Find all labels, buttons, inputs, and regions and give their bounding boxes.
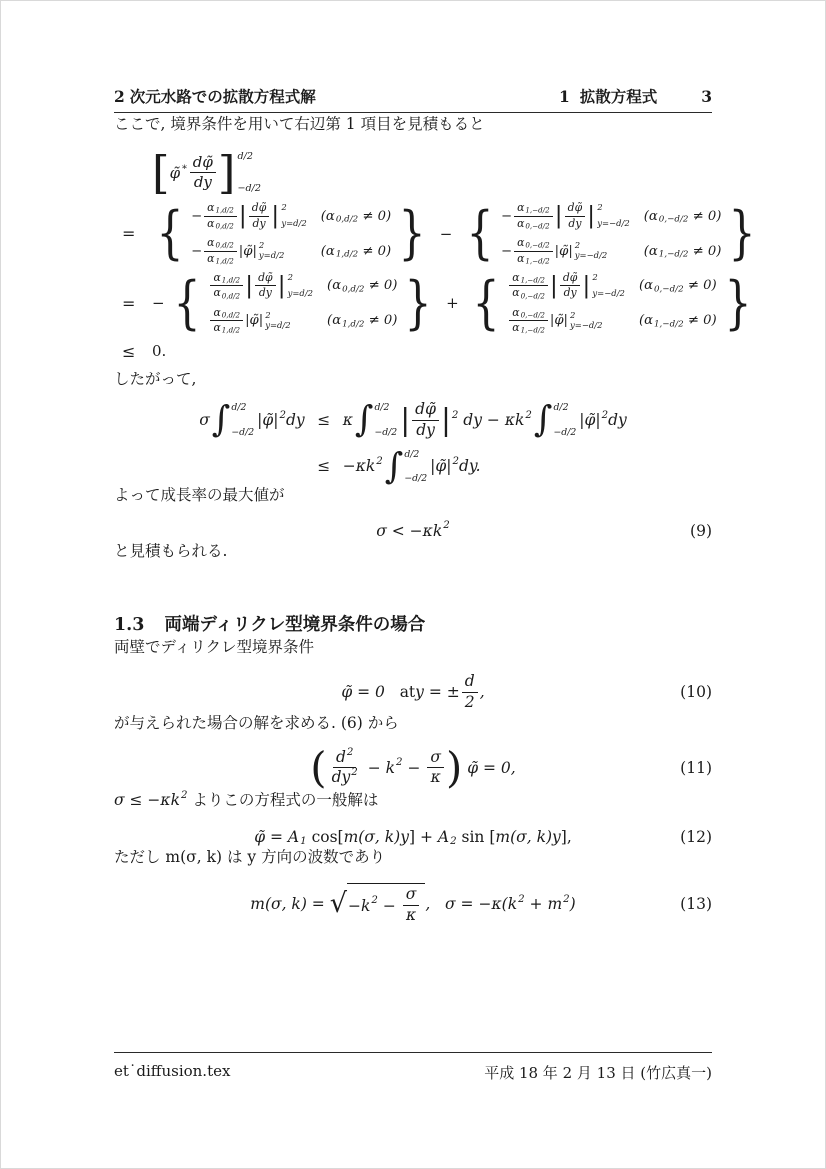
header-section-area xyxy=(559,85,712,107)
footer-filename: et˙diffusion.tex xyxy=(114,1062,231,1080)
integral-rhs-2: − κk 2 ∫ d/2 −d/2 |φ̃| 2 dy. xyxy=(342,445,481,487)
equation-13-number: (13) xyxy=(680,895,712,914)
derivation-line-1 xyxy=(122,146,712,200)
equation-12-body: φ̃ = A 1 cos[ m(σ, k)y ] + A 2 sin [ m(σ, k)y ], xyxy=(254,828,572,847)
paragraph-solve: が与えられた場合の解を求める. (6) から xyxy=(114,713,399,732)
relation-equals-2: = xyxy=(122,293,136,313)
equation-13 xyxy=(114,883,712,925)
equation-integral-inequality xyxy=(114,399,712,487)
integral-lhs: σ ∫ d/2 −d/2 |φ̃| 2 dy xyxy=(199,399,305,441)
equation-boundary-term-derivation xyxy=(122,146,756,361)
paragraph-dirichlet: 両壁でディリクレ型境界条件 xyxy=(114,637,314,656)
derivation-line-3 xyxy=(122,269,752,336)
equation-10-number: (10) xyxy=(680,683,712,702)
equation-9-number: (9) xyxy=(690,521,712,540)
integral-rhs-1: κ ∫ d/2 −d/2 | $\frac{d\varphĩ}{dy}$ | 2 dy − κk 2 ∫ d/2 −d/2 |φ̃| 2 dy xyxy=(342,399,627,441)
equation-10 xyxy=(114,673,712,712)
section-title: 両端ディリクレ型境界条件の場合 xyxy=(164,614,426,635)
page-header xyxy=(114,85,712,107)
footer-date-author: 平成 18 年 2 月 13 日 (竹広真一) xyxy=(484,1064,712,1082)
page-footer xyxy=(114,1052,712,1083)
equation-10-body: φ̃ = 0 at y = ± $\frac{d}{2}$ , xyxy=(341,672,485,711)
header-section-title: 拡散方程式 xyxy=(579,88,658,106)
equation-12-number: (12) xyxy=(680,828,712,846)
header-running-title xyxy=(114,85,316,107)
header-section-number: 1 xyxy=(559,87,570,106)
paragraph-estimated: と見積もられる. xyxy=(114,541,228,560)
equation-11 xyxy=(114,742,712,792)
paragraph-growth-rate: よって成長率の最大値が xyxy=(114,486,285,505)
derivation-line-2 xyxy=(122,200,756,267)
page-number: 3 xyxy=(701,87,712,106)
relation-leq-b2: ≤ xyxy=(317,457,331,476)
page-body xyxy=(114,113,756,925)
equation-11-number: (11) xyxy=(680,758,712,777)
header-left-number: 2 xyxy=(114,87,125,106)
relation-leq-b1: ≤ xyxy=(317,411,331,430)
section-number: 1.3 xyxy=(114,614,145,635)
paragraph-therefore: したがって, xyxy=(114,369,197,388)
cases-expression-2: − { α 1,d/2 α 0,d/2 | $\frac{d\varphĩ}{dy}$ | 2 y=d/2 ( α 0,d/2 ≠ 0) α 0,d/2 α 1,d/2 |φ̃| 2 y=d/2 ( α 1,d/2 ≠ 0) } + { α 1,−d/2 α 0,−d/2 | $\frac{d\varphĩ}{dy}$ | 2 y=−d/2 ( α 0,−d/2 ≠ 0) α 0,−d/2 α 1,−d/2 |φ̃| 2 y=−d/2 ( α 1,−d/2 ≠ 0) } xyxy=(152,269,752,336)
paragraph-wavenumber: ただし m(σ, k) は y 方向の波数であり xyxy=(114,848,386,866)
section-heading xyxy=(114,611,712,636)
relation-leq: ≤ xyxy=(122,341,136,361)
paragraph-general-solution: σ ≤ − κk 2 よりこの方程式の一般解は xyxy=(114,789,379,809)
paragraph-intro: ここで, 境界条件を用いて右辺第 1 項目を見積もると xyxy=(114,115,485,133)
bracket-boundary-term: [ φ̃ ∗ $\frac{d\varphĩ}{dy}$ ] d/2 −d/2 xyxy=(152,146,261,200)
relation-equals: = xyxy=(122,224,136,244)
equation-9 xyxy=(114,519,712,540)
equation-9-body: σ < − κk 2 xyxy=(376,519,450,540)
cases-expression-1: { − α 1,d/2 α 0,d/2 | $\frac{d\varphĩ}{dy}$ | 2 y=d/2 ( α 0,d/2 ≠ 0) − α 0,d/2 α 1,d/2 |φ̃| 2 y=d/2 ( α 1,d/2 ≠ 0) } − { − α 1,−d/2 α 0,−d/2 | $\frac{d\varphĩ}{dy}$ | 2 y=−d/2 ( α 0,−d/2 ≠ 0) − α 0,−d/2 α 1,−d/2 |φ̃| 2 y=−d/2 ( α 1,−d/2 ≠ 0) } xyxy=(156,200,756,267)
zero-result: 0. xyxy=(152,342,167,361)
equation-13-body: m(σ, k) = √ −k 2 − $\frac{\sigma}{\kappa}$ , σ = −κ( k 2 + m 2 ) xyxy=(250,885,576,925)
equation-11-body: ( d 2 dy 2 − k 2 − $\frac{\sigma}{\kappa}$ ) φ̃ = 0, xyxy=(310,742,516,792)
derivation-line-4 xyxy=(122,342,712,361)
equation-12 xyxy=(114,828,712,846)
header-left-text: 次元水路での拡散方程式解 xyxy=(129,88,316,106)
